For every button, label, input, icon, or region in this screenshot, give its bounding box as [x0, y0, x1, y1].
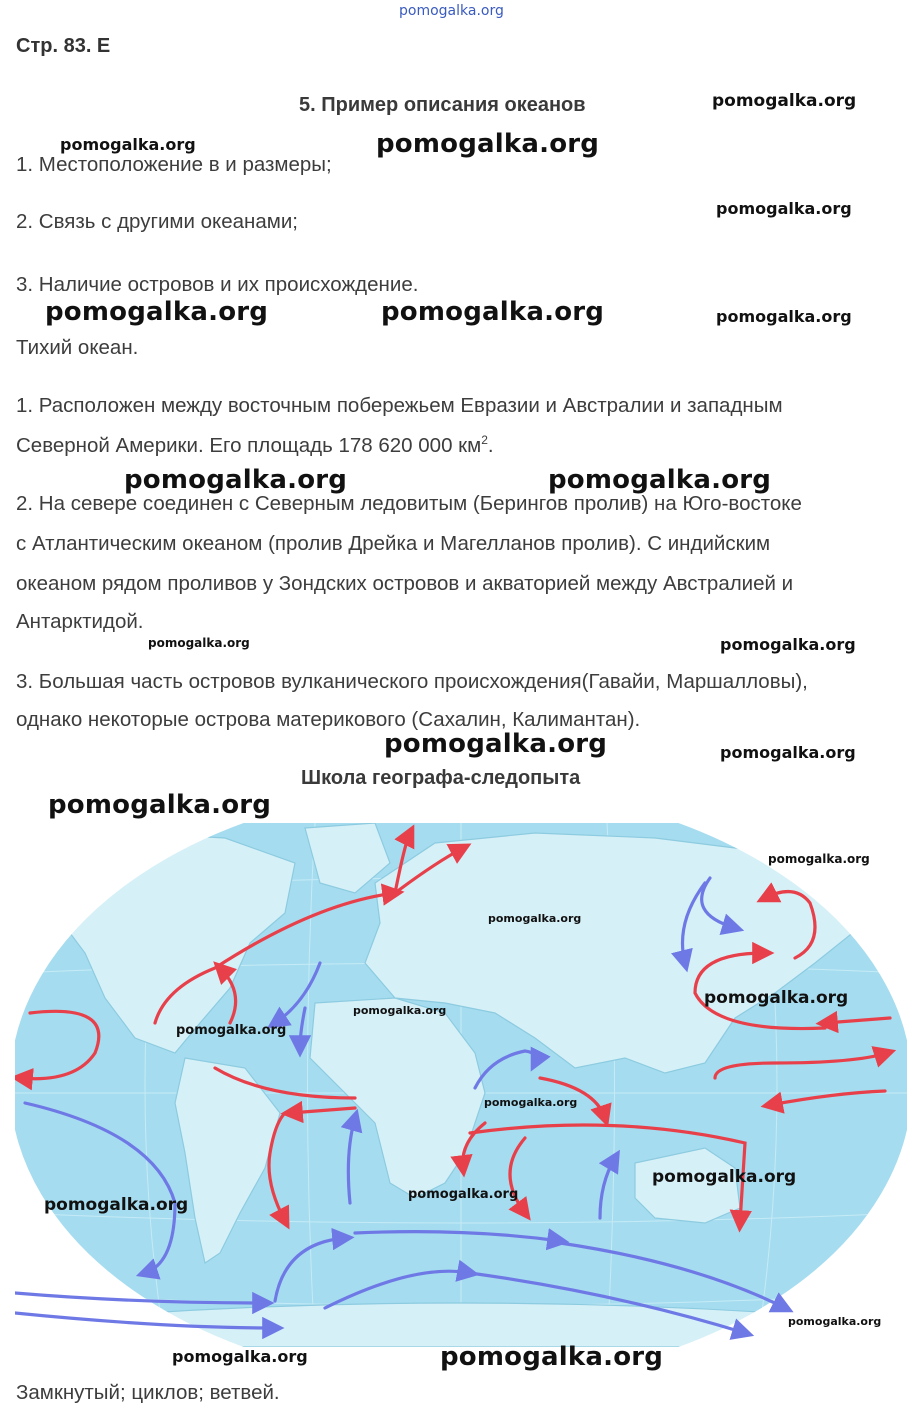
description-p3-line2: однако некоторые острова материкового (Сахалин, Калимантан). [16, 708, 641, 731]
watermark: pomogalka.org [720, 743, 856, 762]
watermark: pomogalka.org [381, 297, 605, 327]
watermark: pomogalka.org [408, 1187, 519, 1202]
description-p3-line1: 3. Большая часть островов вулканического происхождения(Гавайи, Маршалловы), [16, 670, 808, 693]
watermark: pomogalka.org [172, 1347, 308, 1366]
plan-item-1: 1. Местоположение в и размеры; [16, 153, 332, 176]
area-end: . [487, 433, 494, 457]
watermark: pomogalka.org [704, 988, 849, 1008]
area-superscript: 2 [481, 433, 488, 447]
watermark: pomogalka.org [720, 635, 856, 654]
area-text: Северной Америки. Его площадь 178 620 000 км [16, 433, 482, 457]
watermark: pomogalka.org [376, 129, 600, 159]
page-reference: Стр. 83. Е [16, 35, 111, 57]
school-title: Школа географа-следопыта [301, 767, 581, 789]
watermark: pomogalka.org [353, 1004, 447, 1017]
watermark: pomogalka.org [148, 636, 250, 650]
watermark: pomogalka.org [712, 91, 857, 111]
top-watermark: pomogalka.org [399, 3, 504, 19]
watermark: pomogalka.org [60, 135, 196, 154]
watermark: pomogalka.org [548, 465, 772, 495]
watermark: pomogalka.org [768, 852, 870, 866]
description-p1-line1: 1. Расположен между восточным побережьем Евразии и Австралии и западным [16, 394, 783, 417]
watermark: pomogalka.org [440, 1342, 664, 1372]
answer-text: Замкнутый; циклов; ветвей. [16, 1381, 280, 1404]
world-currents-map [15, 823, 907, 1347]
plan-item-3: 3. Наличие островов и их происхождение. [16, 273, 419, 296]
section-title: 5. Пример описания океанов [299, 94, 586, 116]
description-p2-line4: Антарктидой. [16, 610, 144, 633]
description-p2-line3: океаном рядом проливов у Зондских островов и акваторией между Австралией и [16, 572, 794, 595]
watermark: pomogalka.org [124, 465, 348, 495]
description-p2-line1: 2. На севере соединен с Северным ледовитым (Берингов пролив) на Юго-востоке [16, 492, 802, 515]
watermark: pomogalka.org [716, 307, 852, 326]
ocean-name: Тихий океан. [16, 336, 139, 359]
currents-map-svg [15, 823, 907, 1347]
watermark: pomogalka.org [652, 1167, 797, 1187]
description-p1-line2 [16, 433, 494, 458]
watermark: pomogalka.org [45, 297, 269, 327]
plan-item-2: 2. Связь с другими океанами; [16, 210, 298, 233]
watermark: pomogalka.org [384, 729, 608, 759]
description-p2-line2: с Атлантическим океаном (пролив Дрейка и Магелланов пролив). С индийским [16, 532, 771, 555]
watermark: pomogalka.org [484, 1096, 578, 1109]
watermark: pomogalka.org [488, 912, 582, 925]
watermark: pomogalka.org [788, 1315, 882, 1328]
watermark: pomogalka.org [716, 199, 852, 218]
watermark: pomogalka.org [48, 790, 272, 820]
watermark: pomogalka.org [44, 1195, 189, 1215]
watermark: pomogalka.org [176, 1023, 287, 1038]
